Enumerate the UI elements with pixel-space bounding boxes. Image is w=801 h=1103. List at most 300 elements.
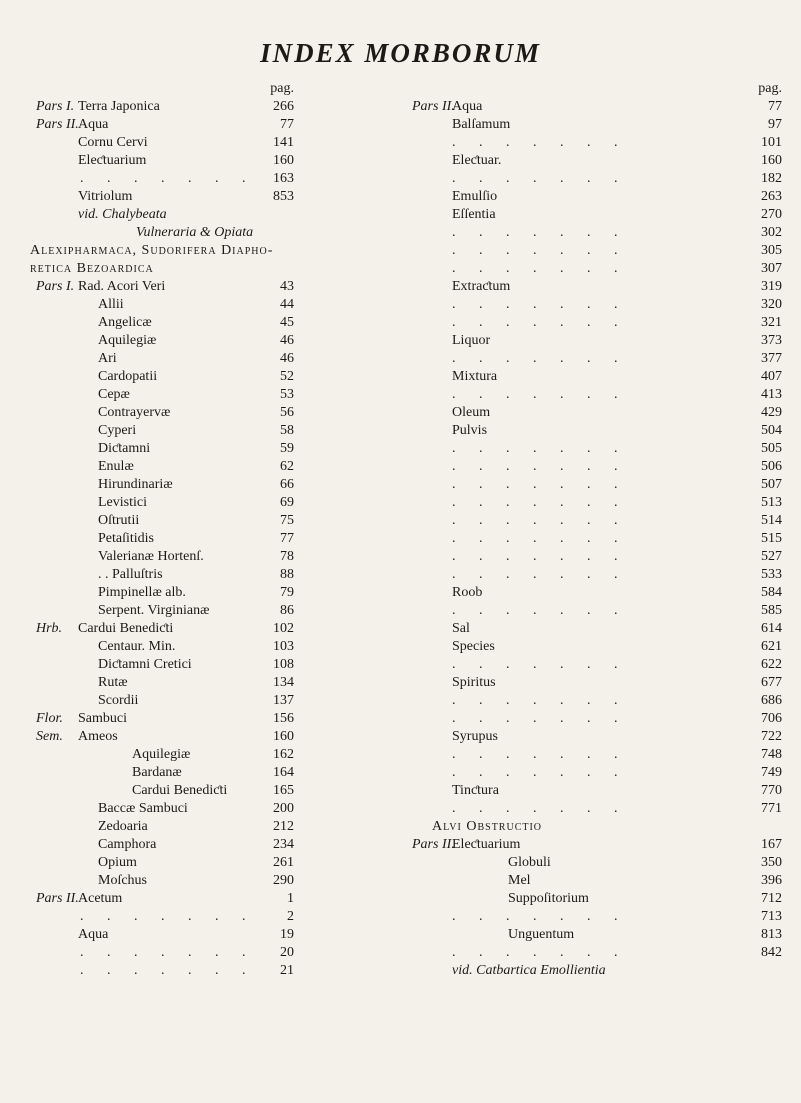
page-number: 686: [761, 693, 782, 708]
index-entry: [30, 242, 336, 260]
ditto-dots: . . . . . . .: [452, 945, 628, 960]
page-number: 261: [273, 855, 294, 870]
ditto-dots: . . . . . . .: [452, 567, 628, 582]
index-term: Levistici: [98, 495, 147, 510]
index-entry: [36, 224, 336, 242]
index-term: Hirundinariæ: [98, 477, 173, 492]
ditto-dots: . . . . . . .: [452, 711, 628, 726]
index-entry: [412, 152, 782, 170]
page-number: 97: [768, 117, 782, 132]
index-entry: [36, 908, 336, 926]
page-number: 712: [761, 891, 782, 906]
index-entry: [412, 314, 782, 332]
index-entry: [412, 584, 782, 602]
page-number: 584: [761, 585, 782, 600]
ditto-dots: . . . . . . .: [452, 495, 628, 510]
page-number: 527: [761, 549, 782, 564]
page-number: 77: [280, 117, 294, 132]
index-entry: [412, 746, 782, 764]
index-term: Oleum: [452, 405, 491, 420]
index-entry: [36, 440, 336, 458]
page-number: 44: [280, 297, 294, 312]
index-entry: [36, 854, 336, 872]
index-term: Rutæ: [98, 675, 128, 690]
index-entry: [412, 494, 782, 512]
part-label: Pars II.: [412, 99, 455, 114]
index-entry: [412, 854, 782, 872]
index-entry: [412, 116, 782, 134]
index-entry: [36, 476, 336, 494]
index-entry: [36, 188, 336, 206]
index-entry: [36, 602, 336, 620]
page-number: 270: [761, 207, 782, 222]
index-entry: [412, 926, 782, 944]
index-entry: [412, 278, 782, 296]
page-number: 62: [280, 459, 294, 474]
index-entry: [412, 386, 782, 404]
page-number: 585: [761, 603, 782, 618]
page-number: 234: [273, 837, 294, 852]
index-term: . . Palluſtris: [98, 567, 163, 582]
index-entry: [36, 962, 336, 980]
index-term: Enulæ: [98, 459, 134, 474]
index-entry: [36, 350, 336, 368]
page-number: 320: [761, 297, 782, 312]
index-entry: [36, 80, 336, 98]
index-term: Bardanæ: [132, 765, 182, 780]
index-term: Eſſentia: [452, 207, 496, 222]
page-number: 163: [273, 171, 294, 186]
index-entry: [36, 368, 336, 386]
page-number: 141: [273, 135, 294, 150]
index-term: Suppoſitorium: [508, 891, 589, 906]
index-entry: [36, 692, 336, 710]
index-term: Emulſio: [452, 189, 498, 204]
index-entry: [412, 296, 782, 314]
ditto-dots: . . . . . . .: [452, 657, 628, 672]
index-entry: [36, 530, 336, 548]
index-entry: [36, 98, 336, 116]
index-entry: [412, 260, 782, 278]
page-title: INDEX MORBORUM: [260, 38, 541, 68]
section-heading: retica Bezoardica: [30, 261, 154, 276]
page-number: 46: [280, 351, 294, 366]
index-entry: [412, 620, 782, 638]
index-entry: [36, 836, 336, 854]
index-term: Eleƈtuar.: [452, 153, 502, 168]
index-entry: [412, 944, 782, 962]
page-number: 137: [273, 693, 294, 708]
index-term: Balſamum: [452, 117, 511, 132]
index-term: Terra Japonica: [78, 99, 160, 114]
ditto-dots: . . . . . . .: [452, 531, 628, 546]
index-term: Acetum: [78, 891, 123, 906]
page-number: 350: [761, 855, 782, 870]
index-term: Mixtura: [452, 369, 498, 384]
page-number: 307: [761, 261, 782, 276]
page-number: 102: [273, 621, 294, 636]
index-entry: [36, 206, 336, 224]
index-entry: [412, 134, 782, 152]
index-term: Diƈtamni: [98, 441, 151, 456]
index-entry: [412, 710, 782, 728]
part-label: Pars II.: [36, 117, 79, 132]
page-number: 103: [273, 639, 294, 654]
page-number: 266: [273, 99, 294, 114]
index-term: Sambuci: [78, 711, 127, 726]
page-number: 621: [761, 639, 782, 654]
page-number: 69: [280, 495, 294, 510]
index-term: Cornu Cervi: [78, 135, 148, 150]
index-entry: [412, 548, 782, 566]
index-term: Tinƈtura: [452, 783, 499, 798]
ditto-dots: . . . . . . .: [80, 945, 256, 960]
index-term: Eleƈtuarium: [78, 153, 147, 168]
index-term: Moſchus: [98, 873, 147, 888]
index-term: Aquilegiæ: [98, 333, 157, 348]
index-entry: [36, 296, 336, 314]
page-number: 75: [280, 513, 294, 528]
index-term: Extraƈtum: [452, 279, 511, 294]
ditto-dots: . . . . . . .: [452, 135, 628, 150]
index-term: Vulneraria & Opiata: [136, 225, 254, 240]
page-number: 513: [761, 495, 782, 510]
page-number: 182: [761, 171, 782, 186]
page-number: 156: [273, 711, 294, 726]
index-term: Centaur. Min.: [98, 639, 176, 654]
page-number: 505: [761, 441, 782, 456]
page-number: 19: [280, 927, 294, 942]
index-term: Zedoaria: [98, 819, 148, 834]
page-number: 160: [273, 153, 294, 168]
ditto-dots: . . . . . . .: [452, 801, 628, 816]
index-entry: [412, 98, 782, 116]
page-number: 373: [761, 333, 782, 348]
page-number: 212: [273, 819, 294, 834]
page-number: 263: [761, 189, 782, 204]
index-term: vid. Chalybeata: [78, 207, 167, 222]
index-entry: [412, 170, 782, 188]
right-index-column: [412, 80, 782, 980]
index-term: Petaſitidis: [98, 531, 154, 546]
index-term: Sal: [452, 621, 470, 636]
index-entry: [412, 332, 782, 350]
ditto-dots: . . . . . . .: [80, 963, 256, 978]
index-entry: [36, 620, 336, 638]
index-term: Allii: [98, 297, 124, 312]
ditto-dots: . . . . . . .: [452, 747, 628, 762]
page-number: 305: [761, 243, 782, 258]
index-term: Unguentum: [508, 927, 575, 942]
page-number: 160: [761, 153, 782, 168]
index-entry: [412, 476, 782, 494]
index-entry: [412, 80, 782, 98]
index-entry: [36, 764, 336, 782]
index-term: Aqua: [78, 117, 109, 132]
page-number: 58: [280, 423, 294, 438]
index-entry: [412, 206, 782, 224]
index-entry: [412, 188, 782, 206]
section-heading: Alvi Obstructio: [432, 819, 543, 834]
page-number: 45: [280, 315, 294, 330]
index-entry: [412, 242, 782, 260]
index-entry: [36, 656, 336, 674]
ditto-dots: . . . . . . .: [452, 909, 628, 924]
index-term: Contrayervæ: [98, 405, 171, 420]
ditto-dots: . . . . . . .: [452, 171, 628, 186]
page-number: 706: [761, 711, 782, 726]
part-label: Pars II.: [412, 837, 455, 852]
index-entry: [36, 890, 336, 908]
index-entry: [412, 674, 782, 692]
index-term: Aqua: [78, 927, 109, 942]
index-entry: [36, 818, 336, 836]
page-number: 1: [287, 891, 294, 906]
ditto-dots: . . . . . . .: [452, 351, 628, 366]
page-number: 101: [761, 135, 782, 150]
page-number: 56: [280, 405, 294, 420]
page-number: 79: [280, 585, 294, 600]
index-entry: [412, 422, 782, 440]
index-entry: [412, 908, 782, 926]
ditto-dots: . . . . . . .: [452, 441, 628, 456]
index-term: Cardui Benediƈti: [132, 783, 228, 798]
index-entry: [412, 458, 782, 476]
index-term: Aqua: [452, 99, 483, 114]
index-entry: [36, 116, 336, 134]
index-entry: [36, 584, 336, 602]
index-entry: [36, 638, 336, 656]
page-number: 59: [280, 441, 294, 456]
index-entry: [412, 350, 782, 368]
page-number: 78: [280, 549, 294, 564]
index-entry: [36, 728, 336, 746]
index-entry: [412, 656, 782, 674]
index-entry: [412, 512, 782, 530]
index-term: Rad. Acori Veri: [78, 279, 166, 294]
index-term: Spiritus: [452, 675, 496, 690]
page-number: 53: [280, 387, 294, 402]
index-entry: [412, 692, 782, 710]
index-term: Opium: [98, 855, 137, 870]
left-index-column: [30, 80, 336, 980]
page-number: 167: [761, 837, 782, 852]
ditto-dots: . . . . . . .: [452, 243, 628, 258]
page-number: 319: [761, 279, 782, 294]
index-entry: [412, 368, 782, 386]
page-number: 396: [761, 873, 782, 888]
index-entry: [36, 404, 336, 422]
index-term: Scordii: [98, 693, 139, 708]
page-column-header: pag.: [270, 81, 294, 96]
index-entry: [412, 638, 782, 656]
index-term: Vitriolum: [78, 189, 133, 204]
page-number: 160: [273, 729, 294, 744]
index-entry: [412, 530, 782, 548]
index-entry: [36, 134, 336, 152]
page-column-header: pag.: [758, 81, 782, 96]
index-entry: [36, 944, 336, 962]
index-entry: [412, 566, 782, 584]
ditto-dots: . . . . . . .: [80, 171, 256, 186]
index-term: Pimpinellæ alb.: [98, 585, 186, 600]
index-term: Serpent. Virginianæ: [98, 603, 210, 618]
index-term: Roob: [452, 585, 483, 600]
page-number: 200: [273, 801, 294, 816]
index-entry: [412, 404, 782, 422]
index-term: Liquor: [452, 333, 491, 348]
page-number: 771: [761, 801, 782, 816]
page-number: 21: [280, 963, 294, 978]
index-term: Syrupus: [452, 729, 498, 744]
index-entry: [36, 926, 336, 944]
index-entry: [36, 674, 336, 692]
index-entry: [412, 728, 782, 746]
index-term: Cardopatii: [98, 369, 158, 384]
index-entry: [412, 872, 782, 890]
index-entry: [36, 746, 336, 764]
page-number: 813: [761, 927, 782, 942]
index-entry: [412, 440, 782, 458]
page-number: 52: [280, 369, 294, 384]
ditto-dots: . . . . . . .: [452, 549, 628, 564]
ditto-dots: . . . . . . .: [452, 513, 628, 528]
ditto-dots: . . . . . . .: [452, 225, 628, 240]
ditto-dots: . . . . . . .: [452, 297, 628, 312]
page-number: 43: [280, 279, 294, 294]
page-number: 2: [287, 909, 294, 924]
index-entry: [36, 800, 336, 818]
page-number: 86: [280, 603, 294, 618]
page-number: 413: [761, 387, 782, 402]
page-number: 429: [761, 405, 782, 420]
index-entry: [36, 872, 336, 890]
page-number: 514: [761, 513, 782, 528]
index-entry: [412, 800, 782, 818]
page-number: 407: [761, 369, 782, 384]
page-number: 853: [273, 189, 294, 204]
index-term: Oſtrutii: [98, 513, 140, 528]
ditto-dots: . . . . . . .: [452, 459, 628, 474]
ditto-dots: . . . . . . .: [452, 693, 628, 708]
index-entry: [412, 818, 782, 836]
part-label: Pars I.: [36, 279, 75, 294]
part-label: Pars II.: [36, 891, 79, 906]
part-label: Pars I.: [36, 99, 75, 114]
part-label: Sem.: [36, 729, 63, 744]
index-term: Diƈtamni Cretici: [98, 657, 192, 672]
index-entry: [36, 548, 336, 566]
page-number: 842: [761, 945, 782, 960]
index-entry: [30, 260, 336, 278]
index-entry: [36, 332, 336, 350]
page-number: 134: [273, 675, 294, 690]
page-number: 504: [761, 423, 782, 438]
page-number: 533: [761, 567, 782, 582]
ditto-dots: . . . . . . .: [80, 909, 256, 924]
page-number: 506: [761, 459, 782, 474]
index-entry: [36, 314, 336, 332]
part-label: Flor.: [36, 711, 63, 726]
index-entry: [412, 836, 782, 854]
index-term: Aquilegiæ: [132, 747, 191, 762]
index-term: Baccæ Sambuci: [98, 801, 188, 816]
page-number: 748: [761, 747, 782, 762]
index-entry: [36, 494, 336, 512]
page-number: 46: [280, 333, 294, 348]
page-number: 164: [273, 765, 294, 780]
index-entry: [36, 782, 336, 800]
index-term: Valerianæ Hortenſ.: [98, 549, 204, 564]
index-entry: [412, 602, 782, 620]
index-term: Cyperi: [98, 423, 137, 438]
page-number: 321: [761, 315, 782, 330]
page-number: 515: [761, 531, 782, 546]
index-term: Cepæ: [98, 387, 130, 402]
page-number: 622: [761, 657, 782, 672]
ditto-dots: . . . . . . .: [452, 261, 628, 276]
page-number: 162: [273, 747, 294, 762]
page-number: 677: [761, 675, 782, 690]
ditto-dots: . . . . . . .: [452, 765, 628, 780]
index-term: Angelicæ: [98, 315, 152, 330]
page-number: 507: [761, 477, 782, 492]
index-term: Camphora: [98, 837, 157, 852]
part-label: Hrb.: [36, 621, 63, 636]
index-entry: [36, 458, 336, 476]
ditto-dots: . . . . . . .: [452, 603, 628, 618]
index-term: Eleƈtuarium: [452, 837, 521, 852]
section-heading: Alexipharmaca, Sudorifera Diapho-: [30, 243, 274, 258]
index-term: Species: [452, 639, 495, 654]
index-entry: [36, 152, 336, 170]
page-number: 722: [761, 729, 782, 744]
page-number: 108: [273, 657, 294, 672]
index-entry: [412, 890, 782, 908]
index-entry: [36, 710, 336, 728]
index-entry: [36, 170, 336, 188]
page-number: 290: [273, 873, 294, 888]
index-term: Cardui Benediƈti: [78, 621, 174, 636]
page-number: 20: [280, 945, 294, 960]
index-entry: [412, 224, 782, 242]
index-entry: [36, 422, 336, 440]
index-entry: [36, 278, 336, 296]
index-entry: [412, 782, 782, 800]
ditto-dots: . . . . . . .: [452, 477, 628, 492]
ditto-dots: . . . . . . .: [452, 387, 628, 402]
page-number: 713: [761, 909, 782, 924]
index-term: Ameos: [78, 729, 118, 744]
index-term: Ari: [98, 351, 117, 366]
index-entry: [36, 566, 336, 584]
index-entry: [36, 386, 336, 404]
page-number: 88: [280, 567, 294, 582]
page-number: 770: [761, 783, 782, 798]
index-entry: [412, 962, 782, 980]
page-number: 377: [761, 351, 782, 366]
page-number: 614: [761, 621, 782, 636]
page-number: 66: [280, 477, 294, 492]
index-term: Mel: [508, 873, 531, 888]
page-number: 77: [280, 531, 294, 546]
page-number: 77: [768, 99, 782, 114]
index-term: Pulvis: [452, 423, 488, 438]
index-entry: [36, 512, 336, 530]
index-entry: [412, 764, 782, 782]
page-number: 165: [273, 783, 294, 798]
index-term: vid. Catbartica Emollientia: [452, 963, 606, 978]
